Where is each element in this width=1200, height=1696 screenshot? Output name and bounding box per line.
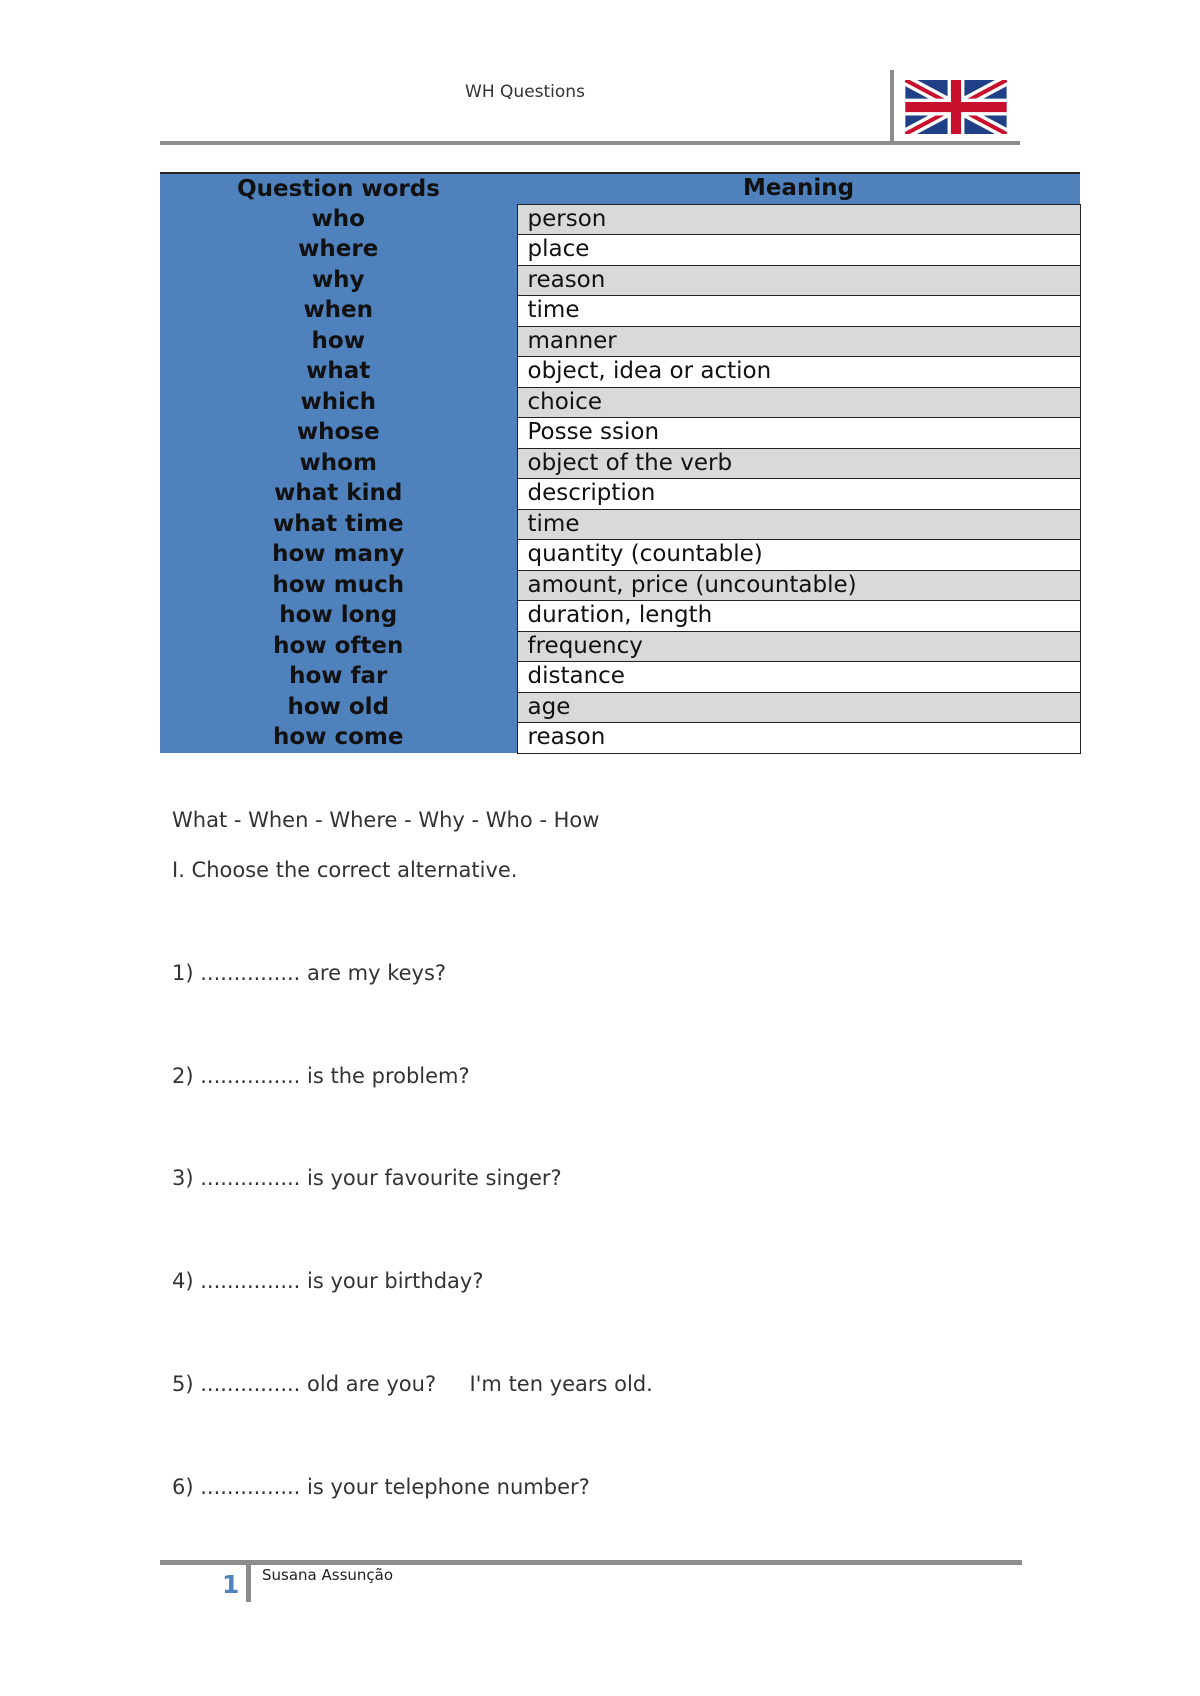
uk-flag-icon xyxy=(905,80,1007,134)
word-meaning: frequency xyxy=(517,631,1080,662)
table-row xyxy=(160,265,1080,296)
table-row xyxy=(160,692,1080,723)
question-word: how much xyxy=(160,570,517,601)
table-row xyxy=(160,723,1080,754)
word-meaning: duration, length xyxy=(517,601,1080,632)
column-header-question-words: Question words xyxy=(160,173,517,204)
question-word: how often xyxy=(160,631,517,662)
word-meaning: quantity (countable) xyxy=(517,540,1080,571)
exercise-item: 2) ............... is the problem? xyxy=(172,1064,470,1088)
word-meaning: person xyxy=(517,204,1080,235)
word-meaning: place xyxy=(517,235,1080,266)
question-word: whom xyxy=(160,448,517,479)
question-word: which xyxy=(160,387,517,418)
table-row xyxy=(160,479,1080,510)
question-word: whose xyxy=(160,418,517,449)
table-row xyxy=(160,631,1080,662)
table-row xyxy=(160,448,1080,479)
footer-author: Susana Assunção xyxy=(262,1566,394,1584)
exercise-item: 1) ............... are my keys? xyxy=(172,961,447,985)
footer-rule xyxy=(160,1560,1022,1565)
word-meaning: choice xyxy=(517,387,1080,418)
question-word: where xyxy=(160,235,517,266)
word-meaning: Posse ssion xyxy=(517,418,1080,449)
question-word: who xyxy=(160,204,517,235)
question-word: what xyxy=(160,357,517,388)
table-row xyxy=(160,418,1080,449)
word-meaning: reason xyxy=(517,723,1080,754)
word-meaning: amount, price (uncountable) xyxy=(517,570,1080,601)
question-word: how old xyxy=(160,692,517,723)
question-words-table xyxy=(160,172,1081,754)
question-word: what kind xyxy=(160,479,517,510)
column-header-meaning: Meaning xyxy=(517,173,1080,204)
table-row xyxy=(160,326,1080,357)
header-divider xyxy=(890,70,894,144)
table-row xyxy=(160,204,1080,235)
question-word: why xyxy=(160,265,517,296)
table-row xyxy=(160,357,1080,388)
question-word: how far xyxy=(160,662,517,693)
footer-divider xyxy=(246,1560,251,1602)
table-row xyxy=(160,570,1080,601)
table-row xyxy=(160,540,1080,571)
question-word: how come xyxy=(160,723,517,754)
word-meaning: time xyxy=(517,296,1080,327)
question-word: when xyxy=(160,296,517,327)
exercise-item: 5) ............... old are you? I'm ten years old. xyxy=(172,1372,653,1396)
word-meaning: object, idea or action xyxy=(517,357,1080,388)
table-row xyxy=(160,296,1080,327)
word-bank: What - When - Where - Why - Who - How xyxy=(172,808,600,832)
word-meaning: reason xyxy=(517,265,1080,296)
table-row xyxy=(160,509,1080,540)
page-number: 1 xyxy=(222,1570,240,1599)
table-row xyxy=(160,387,1080,418)
exercise-item: 6) ............... is your telephone number? xyxy=(172,1475,590,1499)
word-meaning: manner xyxy=(517,326,1080,357)
word-meaning: description xyxy=(517,479,1080,510)
question-word: how many xyxy=(160,540,517,571)
word-meaning: distance xyxy=(517,662,1080,693)
table-row xyxy=(160,662,1080,693)
exercise-instruction: I. Choose the correct alternative. xyxy=(172,858,518,882)
question-word: what time xyxy=(160,509,517,540)
question-word: how long xyxy=(160,601,517,632)
word-meaning: object of the verb xyxy=(517,448,1080,479)
exercise-item: 4) ............... is your birthday? xyxy=(172,1269,484,1293)
word-meaning: time xyxy=(517,509,1080,540)
table-row xyxy=(160,601,1080,632)
header-rule xyxy=(160,141,1020,145)
question-word: how xyxy=(160,326,517,357)
exercise-item: 3) ............... is your favourite singer? xyxy=(172,1166,562,1190)
word-meaning: age xyxy=(517,692,1080,723)
table-row xyxy=(160,235,1080,266)
page-header-title: WH Questions xyxy=(465,82,585,102)
